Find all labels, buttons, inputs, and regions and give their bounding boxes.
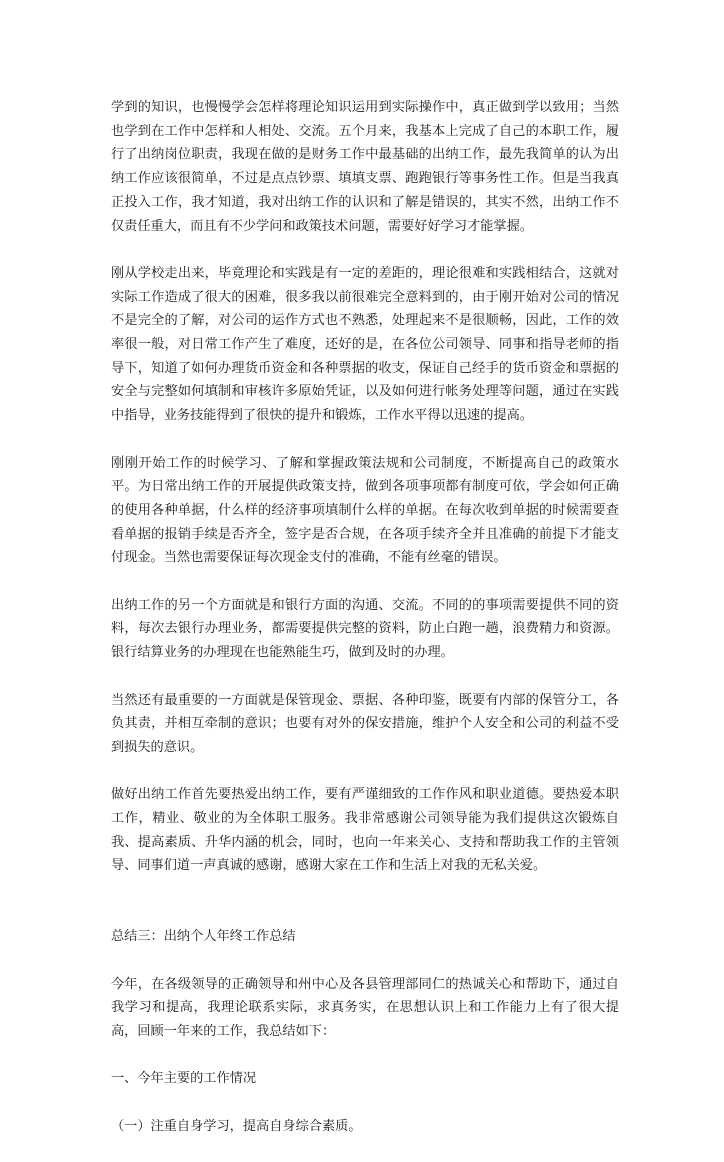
paragraph-2: 刚从学校走出来，毕竟理论和实践是有一定的差距的，理论很难和实践相结合，这就对实际工作造成了很大的困难，很多我以前很难完全意料到的，由于刚开始对公司的情况不是完全的了解，对公司的运作方式也不熟悉，处理起来不是很顺畅，因此，工作的效率很一般，对日常工作产生了难度，还好的是，在各位公司领导、同事和指导老师的指导下，知道了如何办理货币资金和各种票据的收支，保证自己经手的货币资金和票据的安全与完整如何填制和审核许多原始凭证，以及如何进行帐务处理等问题，通过在实践中指导，业务技能得到了很快的提升和锻炼，工作水平得以迅速的提高。: [111, 265, 619, 424]
paragraph-1: 学到的知识，也慢慢学会怎样将理论知识运用到实际操作中，真正做到学以致用；当然也学到在工作中怎样和人相处、交流。五个月来，我基本上完成了自己的本职工作，履行了出纳岗位职责，我现在做的是财务工作中最基础的出纳工作，最先我简单的认为出纳工作应该很简单，不过是点点钞票、填填支票、跑跑银行等事务性工作。但是当我真正投入工作，我才知道，我对出纳工作的认识和了解是错误的，其实不然，出纳工作不仅责任重大，而且有不少学问和政策技术问题，需要好好学习才能掌握。: [111, 100, 619, 234]
section-title: 总结三：出纳个人年终工作总结: [111, 929, 296, 945]
heading-self-study: （一）注重自身学习，提高自身综合素质。: [111, 1118, 362, 1134]
paragraph-6: 做好出纳工作首先要热爱出纳工作，要有严谨细致的工作作风和职业道德。要热爱本职工作，精业、敬业的为全体职工服务。我非常感谢公司领导能为我们提供这次锻炼自我、提高素质、升华内涵的机会，同时，也向一年来关心、支持和帮助我工作的主管领导、同事们道一声真诚的感谢，感谢大家在工作和生活上对我的无私关爱。: [111, 787, 619, 874]
intro-paragraph: 今年，在各级领导的正确领导和州中心及各县管理部同仁的热诚关心和帮助下，通过自我学习和提高，我理论联系实际，求真务实，在思想认识上和工作能力上有了很大提高，回顾一年来的工作，我总结如下：: [111, 976, 619, 1039]
paragraph-4: 出纳工作的另一个方面就是和银行方面的沟通、交流。不同的的事项需要提供不同的资料，每次去银行办理业务，都需要提供完整的资料，防止白跑一趟，浪费精力和资源。银行结算业务的办理现在也能熟能生巧，做到及时的办理。: [111, 597, 619, 661]
paragraph-5: 当然还有最重要的一方面就是保管现金、票据、各种印鉴，既要有内部的保管分工，各负其责，并相互牵制的意识；也要有对外的保安措施，维护个人安全和公司的利益不受到损失的意识。: [111, 692, 619, 755]
document-body: [111, 96, 619, 1162]
heading-main-work: 一、今年主要的工作情况: [111, 1071, 257, 1087]
paragraph-3: 刚刚开始工作的时候学习、了解和掌握政策法规和公司制度，不断提高自己的政策水平。为日常出纳工作的开展提供政策支持，做到各项事项都有制度可依，学会如何正确的使用各种单据，什么样的经济事项填制什么样的单据。在每次收到单据的时候需要查看单据的报销手续是否齐全，签字是否合规，在各项手续齐全并且准确的前提下才能支付现金。当然也需要保证每次现金支付的准确，不能有丝毫的错误。: [111, 455, 619, 566]
